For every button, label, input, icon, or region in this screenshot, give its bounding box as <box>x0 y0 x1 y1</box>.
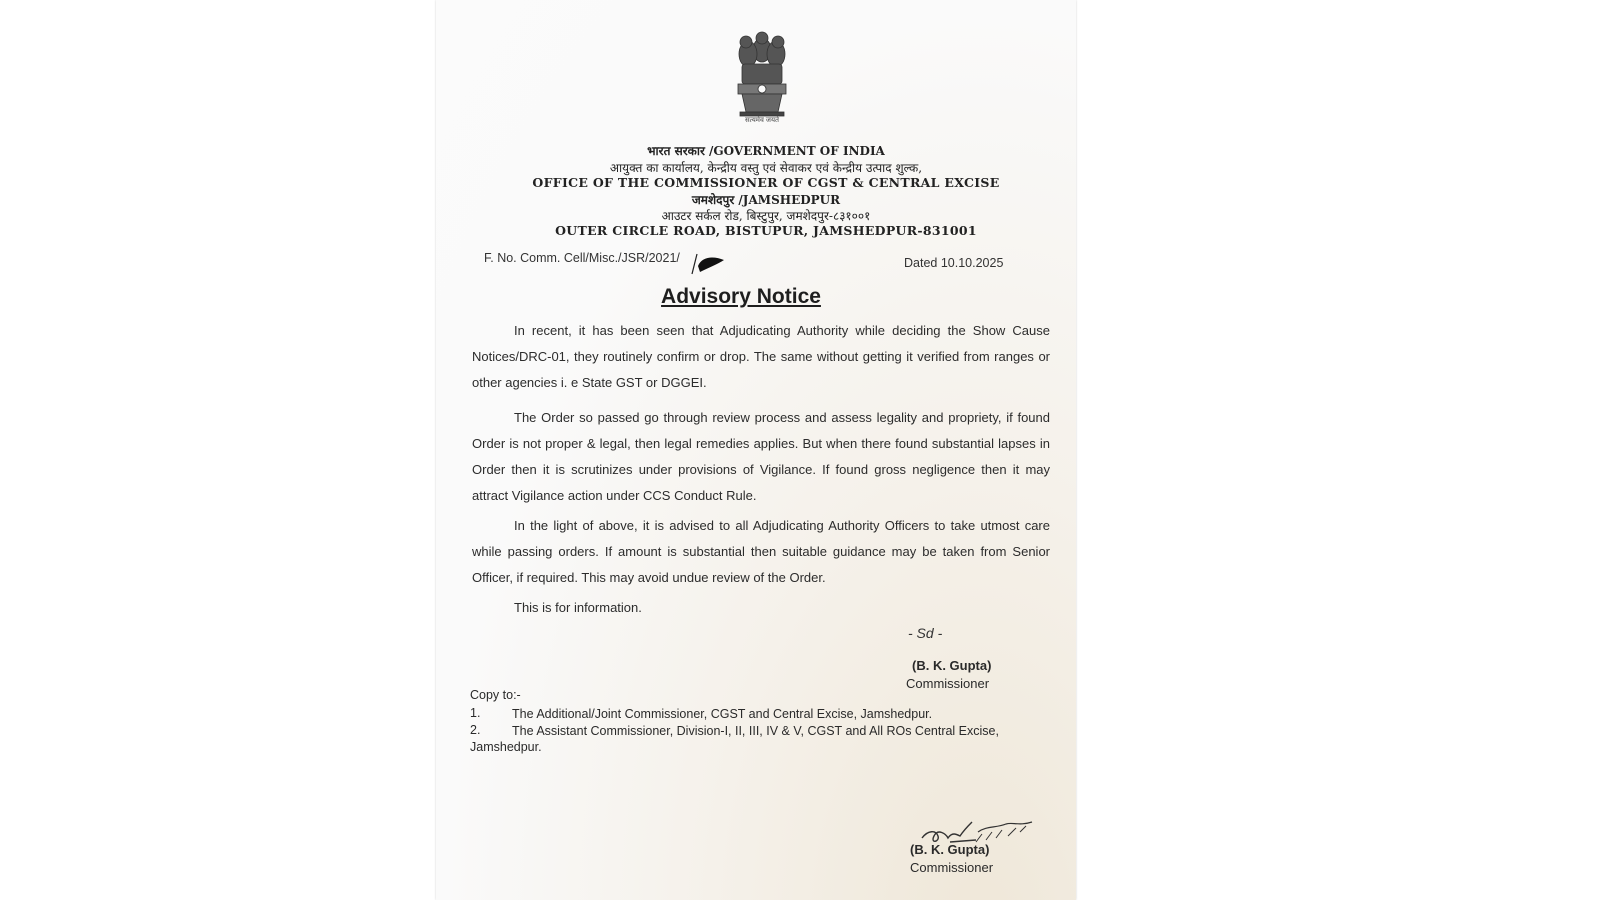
notice-title: Advisory Notice <box>661 285 821 308</box>
paragraph-1: In recent, it has been seen that Adjudicating Authority while deciding the Show Cause Notices/DRC-01, they routinely confirm or drop. The same without getting it verified from ranges or other agencies i. e State GST or DGGEI. <box>472 323 1050 390</box>
signed-marker: - Sd - <box>908 625 943 641</box>
attestation-name: (B. K. Gupta) <box>910 842 990 857</box>
file-number: F. No. Comm. Cell/Misc./JSR/2021/ <box>484 251 680 265</box>
document-page <box>436 0 1076 900</box>
copy-item-text: The Assistant Commissioner, Division-I, II, III, IV & V, CGST and All ROs Central Excise, <box>512 724 999 738</box>
signatory-title: Commissioner <box>906 676 990 691</box>
attestation-title: Commissioner <box>910 860 994 875</box>
redaction-scribble-icon <box>688 252 728 276</box>
header-city: जमशेदपुर /JAMSHEDPUR <box>691 193 841 207</box>
emblem-motto: सत्यमेव जयते <box>744 117 780 124</box>
notice-date: Dated 10.10.2025 <box>904 256 1004 270</box>
header-office: OFFICE OF THE COMMISSIONER OF CGST & CENTRAL EXCISE <box>532 175 1000 190</box>
header-government: भारत सरकार /GOVERNMENT OF INDIA <box>647 144 885 158</box>
copy-item-number: 2. <box>470 723 481 737</box>
paragraph-2: The Order so passed go through review process and assess legality and propriety, if found Order is not proper & legal, then legal remedies applies. But when there found substantial lapses in Order then it is scrutinizes under provisions of Vigilance. If found gross negligence then it may attract Vigilance action under CCS Conduct Rule. <box>472 410 1050 503</box>
copy-to-label: Copy to:- <box>470 688 521 702</box>
header-address: OUTER CIRCLE ROAD, BISTUPUR, JAMSHEDPUR-831001 <box>555 223 977 238</box>
header-address-hindi: आउटर सर्कल रोड, बिस्टुपुर, जमशेदपुर-८३१००१ <box>661 209 871 223</box>
copy-item-continuation: Jamshedpur. <box>470 740 542 754</box>
paragraph-3: In the light of above, it is advised to all Adjudicating Authority Officers to take utmost care while passing orders. If amount is substantial then suitable guidance may be taken from Senior Officer, if required. This may avoid undue review of the Order. <box>472 518 1050 585</box>
national-emblem-icon <box>732 28 792 126</box>
copy-item-text: The Additional/Joint Commissioner, CGST and Central Excise, Jamshedpur. <box>512 707 933 721</box>
copy-item-number: 1. <box>470 706 481 720</box>
header-office-hindi: आयुक्त का कार्यालय, केन्द्रीय वस्तु एवं सेवाकर एवं केन्द्रीय उत्पाद शुल्क, <box>609 161 923 175</box>
paragraph-4: This is for information. <box>514 600 642 615</box>
signatory-name: (B. K. Gupta) <box>912 658 992 673</box>
